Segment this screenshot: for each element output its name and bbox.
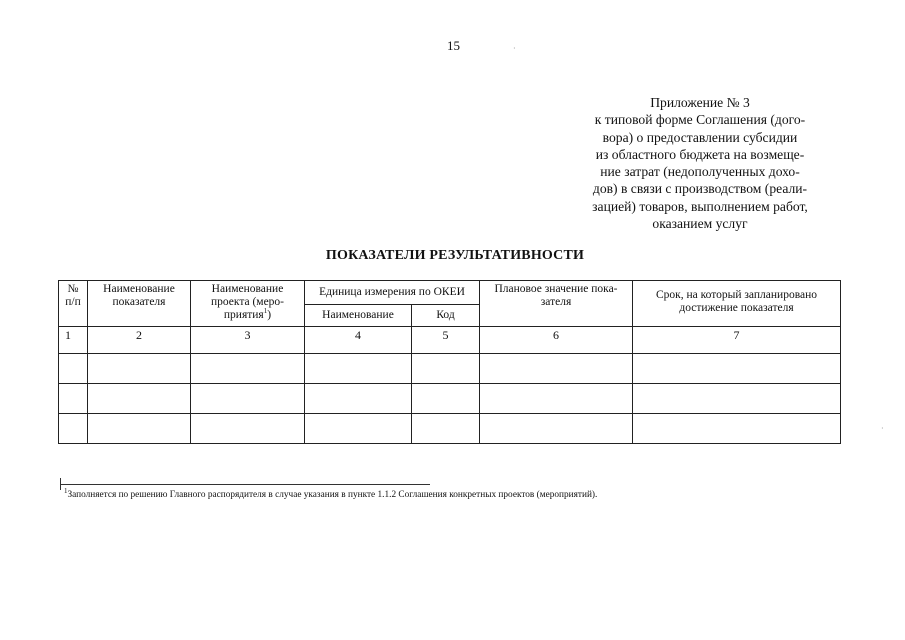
page-number: 15	[447, 38, 460, 53]
column-number: 1	[59, 327, 88, 354]
column-number: 3	[191, 327, 305, 354]
table-cell	[412, 414, 480, 444]
results-indicators-table	[58, 280, 841, 444]
appendix-line: ние затрат (недополученных дохо-	[600, 164, 800, 180]
table-cell	[59, 414, 88, 444]
scan-speck: ·	[881, 424, 884, 433]
appendix-line: вора) о предоставлении субсидии	[602, 129, 798, 145]
header-unit: Единица измерения по ОКЕИ	[305, 281, 480, 305]
table-cell	[480, 384, 633, 414]
header-planned-value: Плановое значение пока-зателя	[480, 281, 633, 327]
table-cell	[88, 354, 191, 384]
table-cell	[191, 354, 305, 384]
footnote-mark: 1	[64, 486, 68, 495]
footnote	[64, 486, 598, 500]
appendix-line: зацией) товаров, выполнением работ,	[592, 198, 808, 214]
header-project-close: )	[267, 309, 272, 321]
header-unit-name: Наименование	[305, 305, 412, 327]
header-deadline: Срок, на который запланировано достижение показателя	[633, 281, 841, 327]
column-number-row	[59, 327, 841, 354]
column-number: 6	[480, 327, 633, 354]
column-number: 2	[88, 327, 191, 354]
table-cell	[305, 354, 412, 384]
table-cell	[59, 354, 88, 384]
table-row	[59, 414, 841, 444]
table-cell	[633, 414, 841, 444]
table-cell	[191, 414, 305, 444]
header-project-text: Наименование проекта (меро-приятия	[210, 283, 285, 321]
appendix-line: к типовой форме Соглашения (дого-	[594, 112, 806, 128]
header-project-name	[191, 281, 305, 327]
footnote-ref: 1	[263, 307, 268, 316]
table-row	[59, 384, 841, 414]
scan-speck: ·	[513, 44, 516, 53]
table-cell	[305, 414, 412, 444]
table-cell	[633, 384, 841, 414]
table-cell	[59, 384, 88, 414]
table-cell	[412, 384, 480, 414]
table-cell	[191, 384, 305, 414]
table-cell	[412, 354, 480, 384]
header-unit-code: Код	[412, 305, 480, 327]
table-cell	[305, 384, 412, 414]
footnote-text: Заполняется по решению Главного распорядителя в случае указания в пункте 1.1.2 Соглашения конкретных проектов (мероприятий).	[67, 490, 598, 500]
table-cell	[480, 354, 633, 384]
appendix-line: оказанием услуг	[652, 216, 748, 232]
column-number: 4	[305, 327, 412, 354]
table-cell	[633, 354, 841, 384]
footnote-separator	[60, 484, 430, 485]
appendix-line: дов) в связи с производством (реали-	[592, 181, 808, 197]
column-number: 7	[633, 327, 841, 354]
header-indicator-name: Наименование показателя	[88, 281, 191, 327]
header-number: № п/п	[59, 281, 88, 327]
appendix-line: Приложение № 3	[650, 95, 750, 110]
appendix-line: из областного бюджета на возмеще-	[595, 146, 805, 162]
document-title: ПОКАЗАТЕЛИ РЕЗУЛЬТАТИВНОСТИ	[325, 248, 585, 263]
table-cell	[88, 414, 191, 444]
column-number: 5	[412, 327, 480, 354]
table-cell	[88, 384, 191, 414]
appendix-header	[570, 94, 830, 232]
table-row	[59, 354, 841, 384]
table-cell	[480, 414, 633, 444]
